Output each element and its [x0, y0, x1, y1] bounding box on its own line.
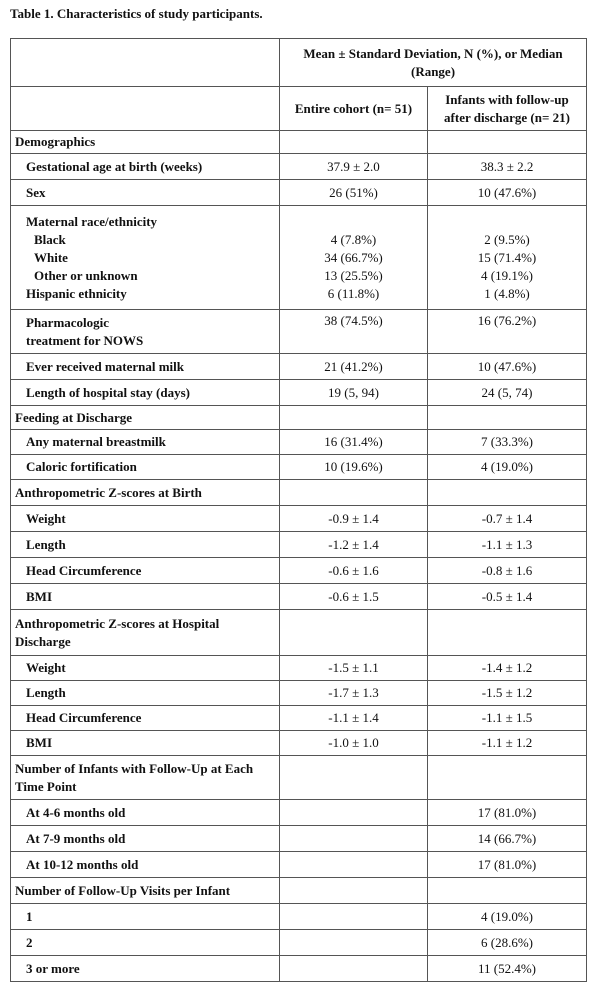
cell-followup: 11 (52.4%): [428, 956, 587, 982]
race-black-entire: 4 (7.8%): [330, 231, 377, 247]
row-label: Caloric fortification: [11, 455, 280, 480]
cell-entire: 10 (19.6%): [280, 455, 428, 480]
race-black-followup: 2 (9.5%): [484, 231, 530, 247]
cell-followup: 17 (81.0%): [428, 800, 587, 826]
cell-followup: 24 (5, 74): [428, 380, 587, 406]
hispanic-entire: 6 (11.8%): [327, 285, 380, 301]
cell-entire: [280, 852, 428, 878]
row-label: Pharmacologic treatment for NOWS: [11, 310, 280, 354]
row-label: Weight: [11, 656, 280, 681]
cell-entire: -1.0 ± 1.0: [280, 731, 428, 756]
row-label: 3 or more: [11, 956, 280, 982]
cell-followup: -0.5 ± 1.4: [428, 584, 587, 610]
cell-entire: 38 (74.5%): [280, 310, 428, 354]
row-label-race: [11, 206, 280, 310]
race-other-entire: 13 (25.5%): [324, 267, 383, 283]
section-anthro-birth: Anthropometric Z-scores at Birth: [11, 480, 280, 506]
row-label: Length: [11, 681, 280, 706]
cell-entire: -0.9 ± 1.4: [280, 506, 428, 532]
section-row: [11, 406, 587, 430]
row-label: Length: [11, 532, 280, 558]
cell-entire: 37.9 ± 2.0: [280, 154, 428, 180]
cell-followup: 4 (19.0%): [428, 904, 587, 930]
cell-followup: 10 (47.6%): [428, 180, 587, 206]
header-row-measure: [11, 39, 587, 87]
row-label: At 7-9 months old: [11, 826, 280, 852]
row-label: BMI: [11, 731, 280, 756]
cell-entire: [280, 206, 428, 310]
table-row: [11, 852, 587, 878]
table-row: [11, 532, 587, 558]
hispanic-label: Hispanic ethnicity: [26, 285, 127, 301]
table-row: [11, 956, 587, 982]
race-white-followup: 15 (71.4%): [477, 249, 537, 265]
cell-followup: 6 (28.6%): [428, 930, 587, 956]
table-row: [11, 584, 587, 610]
table-row: [11, 656, 587, 681]
table-row: [11, 380, 587, 406]
race-other-followup: 4 (19.1%): [481, 267, 533, 283]
section-row: [11, 756, 587, 800]
section-row: [11, 610, 587, 656]
cell-followup: 7 (33.3%): [428, 430, 587, 455]
row-label: At 4-6 months old: [11, 800, 280, 826]
section-row: [11, 131, 587, 154]
cell-followup: 14 (66.7%): [428, 826, 587, 852]
section-followup-timepoints: Number of Infants with Follow-Up at Each Time Point: [11, 756, 280, 800]
section-row: [11, 878, 587, 904]
cell-entire: -1.5 ± 1.1: [280, 656, 428, 681]
table-row: [11, 706, 587, 731]
row-label: Any maternal breastmilk: [11, 430, 280, 455]
row-label: 1: [11, 904, 280, 930]
row-label: At 10-12 months old: [11, 852, 280, 878]
hispanic-followup: 1 (4.8%): [484, 285, 530, 301]
table-row: [11, 800, 587, 826]
cell-entire: -0.6 ± 1.6: [280, 558, 428, 584]
cell-followup: [428, 206, 587, 310]
cell-entire: -0.6 ± 1.5: [280, 584, 428, 610]
cell-entire: -1.7 ± 1.3: [280, 681, 428, 706]
table-row: [11, 180, 587, 206]
row-label: Head Circumference: [11, 706, 280, 731]
cell-entire: 16 (31.4%): [280, 430, 428, 455]
table-row: [11, 455, 587, 480]
cell-entire: [280, 956, 428, 982]
section-demographics: Demographics: [11, 131, 280, 154]
participants-table: [10, 38, 587, 982]
race-white-entire: 34 (66.7%): [324, 249, 383, 265]
table-row-race: [11, 206, 587, 310]
table-caption: Table 1. Characteristics of study participants.: [10, 6, 263, 21]
cell-followup: -1.4 ± 1.2: [428, 656, 587, 681]
cell-entire: [280, 826, 428, 852]
race-other-label: Other or unknown: [34, 267, 138, 283]
row-label: 2: [11, 930, 280, 956]
table-row: [11, 154, 587, 180]
header-entire-cohort: Entire cohort (n= 51): [280, 87, 428, 131]
header-empty-cell: [11, 39, 280, 87]
row-label: BMI: [11, 584, 280, 610]
table-row: [11, 904, 587, 930]
section-followup-visits: Number of Follow-Up Visits per Infant: [11, 878, 280, 904]
header-empty-cell: [11, 87, 280, 131]
table-row: [11, 354, 587, 380]
cell-followup: 17 (81.0%): [428, 852, 587, 878]
cell-followup: -0.7 ± 1.4: [428, 506, 587, 532]
cell-followup: -0.8 ± 1.6: [428, 558, 587, 584]
cell-followup: -1.5 ± 1.2: [428, 681, 587, 706]
row-label: Weight: [11, 506, 280, 532]
cell-entire: [280, 800, 428, 826]
cell-followup: 10 (47.6%): [428, 354, 587, 380]
table-row: [11, 310, 587, 354]
table-row: [11, 430, 587, 455]
header-measure: Mean ± Standard Deviation, N (%), or Median (Range): [280, 39, 587, 87]
cell-entire: [280, 904, 428, 930]
cell-entire: 21 (41.2%): [280, 354, 428, 380]
row-label: Ever received maternal milk: [11, 354, 280, 380]
cell-followup: -1.1 ± 1.5: [428, 706, 587, 731]
cell-entire: 26 (51%): [280, 180, 428, 206]
cell-followup: 16 (76.2%): [428, 310, 587, 354]
row-label: Sex: [11, 180, 280, 206]
race-black-label: Black: [34, 231, 66, 247]
row-label: Head Circumference: [11, 558, 280, 584]
section-feeding: Feeding at Discharge: [11, 406, 280, 430]
row-label: Length of hospital stay (days): [11, 380, 280, 406]
cell-followup: -1.1 ± 1.2: [428, 731, 587, 756]
table-row: [11, 681, 587, 706]
table-row: [11, 826, 587, 852]
cell-entire: -1.2 ± 1.4: [280, 532, 428, 558]
table-row: [11, 731, 587, 756]
cell-entire: -1.1 ± 1.4: [280, 706, 428, 731]
header-followup: Infants with follow-up after discharge (n= 21): [428, 87, 587, 131]
cell-followup: 4 (19.0%): [428, 455, 587, 480]
race-white-label: White: [34, 249, 68, 265]
table-row: [11, 558, 587, 584]
table-row: [11, 930, 587, 956]
header-row-columns: [11, 87, 587, 131]
race-label: Maternal race/ethnicity: [26, 213, 158, 229]
cell-entire: 19 (5, 94): [280, 380, 428, 406]
row-label: Gestational age at birth (weeks): [11, 154, 280, 180]
cell-entire: [280, 930, 428, 956]
cell-followup: -1.1 ± 1.3: [428, 532, 587, 558]
cell-followup: 38.3 ± 2.2: [428, 154, 587, 180]
section-anthro-discharge: Anthropometric Z-scores at Hospital Discharge: [11, 610, 280, 656]
section-row: [11, 480, 587, 506]
table-row: [11, 506, 587, 532]
